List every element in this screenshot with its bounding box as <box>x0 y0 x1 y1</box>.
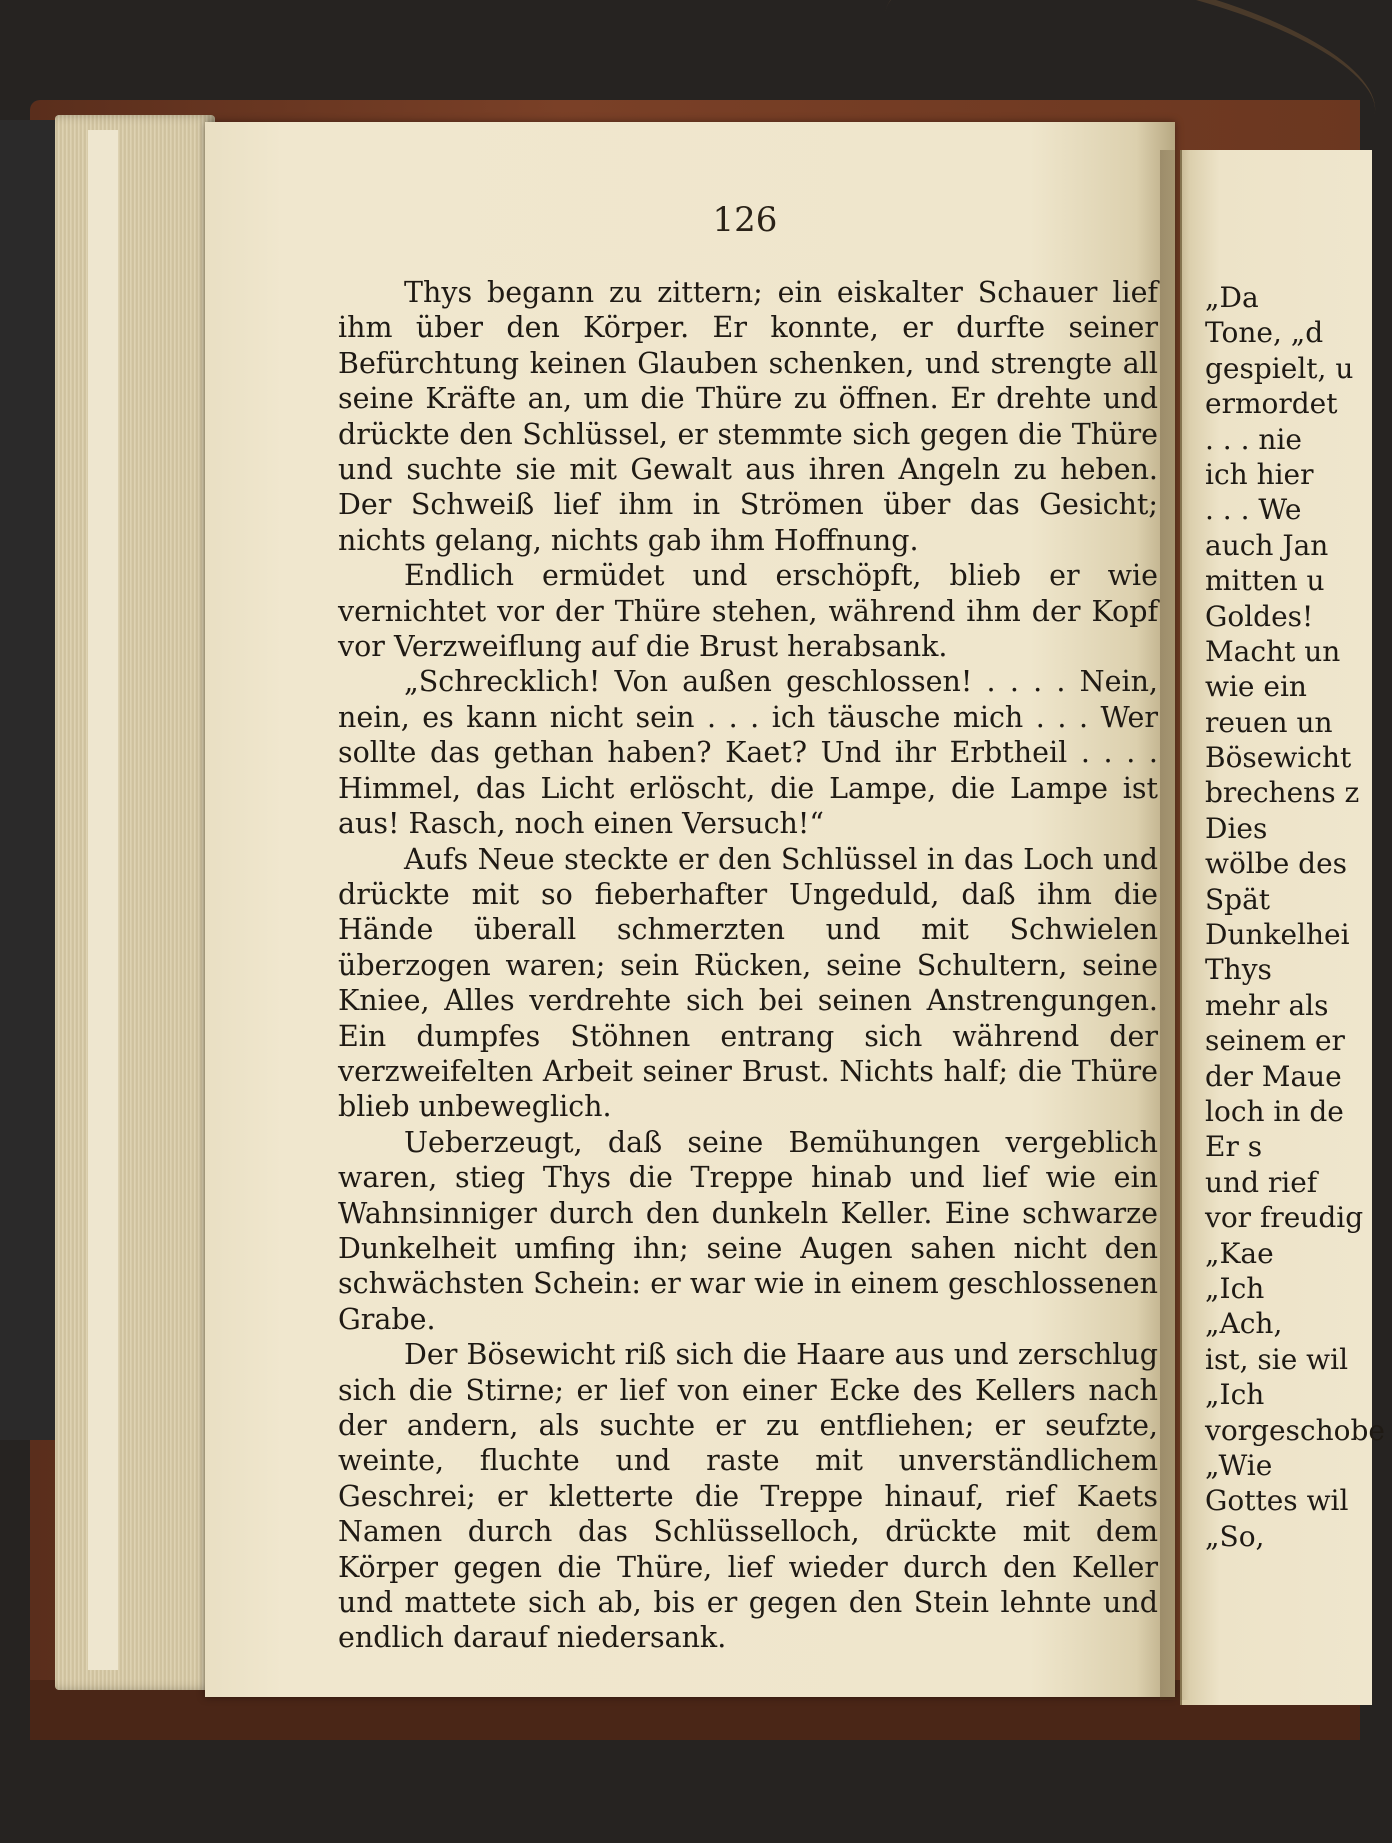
facing-page-line: mehr als <box>1205 988 1329 1022</box>
facing-page-line: wölbe des <box>1205 847 1348 881</box>
facing-page-line: der Maue <box>1205 1059 1342 1093</box>
facing-page-line: ermordet <box>1205 387 1338 421</box>
paragraph: Der Bösewicht riß sich die Haare aus und zerschlug sich die Stirne; er lief von einer Ecke des Kellers nach der andern, als suchte er zu entfliehen; er seufzte, weinte, fluchte und raste mit unverständlichem Geschrei; er kletterte die Treppe hinauf, rief Kaets Namen durch das Schlüsselloch, drückte mit dem Körper gegen die Thüre, lief wieder durch den Keller und mattete sich ab, bis er gegen den Stein lehnte und endlich darauf niedersank. <box>338 1338 1158 1655</box>
page-edges-highlight <box>88 130 118 1670</box>
facing-page-line: und rief <box>1205 1165 1318 1199</box>
facing-page-line: „Ach, <box>1205 1307 1283 1341</box>
facing-page-line: ist, sie wil <box>1205 1342 1349 1376</box>
paragraph: Aufs Neue steckte er den Schlüssel in das Loch und drückte mit so fieberhafter Ungeduld, daß ihm die Hände überall schmerzten und mit Schwielen überzogen waren; sein Rücken, seine Schultern, seine Kniee, Alles verdrehte sich bei seinen Anstrengungen. Ein dumpfes Stöhnen entrang sich während der verzweifelten Arbeit seiner Brust. Nichts half; die Thüre blieb unbeweglich. <box>338 842 1158 1124</box>
facing-page-line: mitten u <box>1205 564 1325 598</box>
facing-page-line: „Ich <box>1205 1271 1265 1305</box>
facing-page-line: . . . We <box>1205 493 1302 527</box>
book-gutter-shadow <box>1160 150 1190 1700</box>
facing-page-line: Gottes wil <box>1205 1484 1349 1518</box>
facing-page-line: Macht un <box>1205 634 1341 668</box>
facing-page-line: „Ich <box>1205 1378 1265 1412</box>
facing-page-line: Thys <box>1205 953 1272 987</box>
paragraph: Endlich ermüdet und erschöpft, blieb er wie vernichtet vor der Thüre stehen, während ihm der Kopf vor Verzweiflung auf die Brust herabsank. <box>338 559 1158 664</box>
facing-page-line: „Wie <box>1205 1448 1273 1482</box>
left-page-text <box>338 275 1158 1656</box>
facing-page-line: . . . nie <box>1205 422 1302 456</box>
facing-page-line: loch in de <box>1205 1094 1344 1128</box>
facing-page-line: Spät <box>1205 882 1271 916</box>
facing-page-line: Goldes! <box>1205 599 1314 633</box>
facing-page-line: seinem er <box>1205 1024 1345 1058</box>
facing-page-line: „Kae <box>1205 1236 1274 1270</box>
facing-page-line: „So, <box>1205 1519 1265 1553</box>
facing-page-line: Dies <box>1205 811 1268 845</box>
facing-page-line: Er s <box>1205 1130 1263 1164</box>
facing-page-line: reuen un <box>1205 705 1333 739</box>
facing-page-line: brechens z <box>1205 776 1360 810</box>
paragraph: Ueberzeugt, daß seine Bemühungen vergeblich waren, stieg Thys die Treppe hinab und lief wie ein Wahnsinniger durch den dunkeln Keller. Eine schwarze Dunkelheit umfing ihn; seine Augen sahen nicht den schwächsten Schein: er war wie in einem geschlossenen Grabe. <box>338 1125 1158 1336</box>
facing-page-line: gespielt, u <box>1205 351 1354 385</box>
paragraph: Thys begann zu zittern; ein eiskalter Schauer lief ihm über den Körper. Er konnte, er durfte seiner Befürchtung keinen Glauben schenken, und strengte all seine Kräfte an, um die Thüre zu öffnen. Er drehte und drückte den Schlüssel, er stemmte sich gegen die Thüre und suchte sie mit Gewalt aus ihren Angeln zu heben. Der Schweiß lief ihm in Strömen über das Gesicht; nichts gelang, nichts gab ihm Hoffnung. <box>338 276 1158 557</box>
paragraph: „Schrecklich! Von außen geschlossen! . . . . Nein, nein, es kann nicht sein . . . ich täusche mich . . . Wer sollte das gethan haben? Kaet? Und ihr Erbtheil . . . . Himmel, das Licht erlöscht, die Lampe, die Lampe ist aus! Rasch, noch einen Versuch!“ <box>338 665 1158 841</box>
facing-page-line: Tone, „d <box>1205 316 1324 350</box>
page-number: 126 <box>712 200 778 240</box>
facing-page-line: Bösewicht <box>1205 741 1352 775</box>
facing-page-line: Dunkelhei <box>1205 918 1350 952</box>
page-edges-stack <box>55 115 215 1690</box>
facing-page-line: „Da <box>1205 281 1259 314</box>
facing-page-line: vorgeschobe <box>1205 1413 1385 1447</box>
facing-page-line: auch Jan <box>1205 528 1329 562</box>
facing-page-text <box>1205 280 1385 1640</box>
facing-page-line: vor freudig <box>1205 1201 1364 1235</box>
facing-page-line: ich hier <box>1205 457 1314 491</box>
facing-page-line: wie ein <box>1205 670 1307 704</box>
